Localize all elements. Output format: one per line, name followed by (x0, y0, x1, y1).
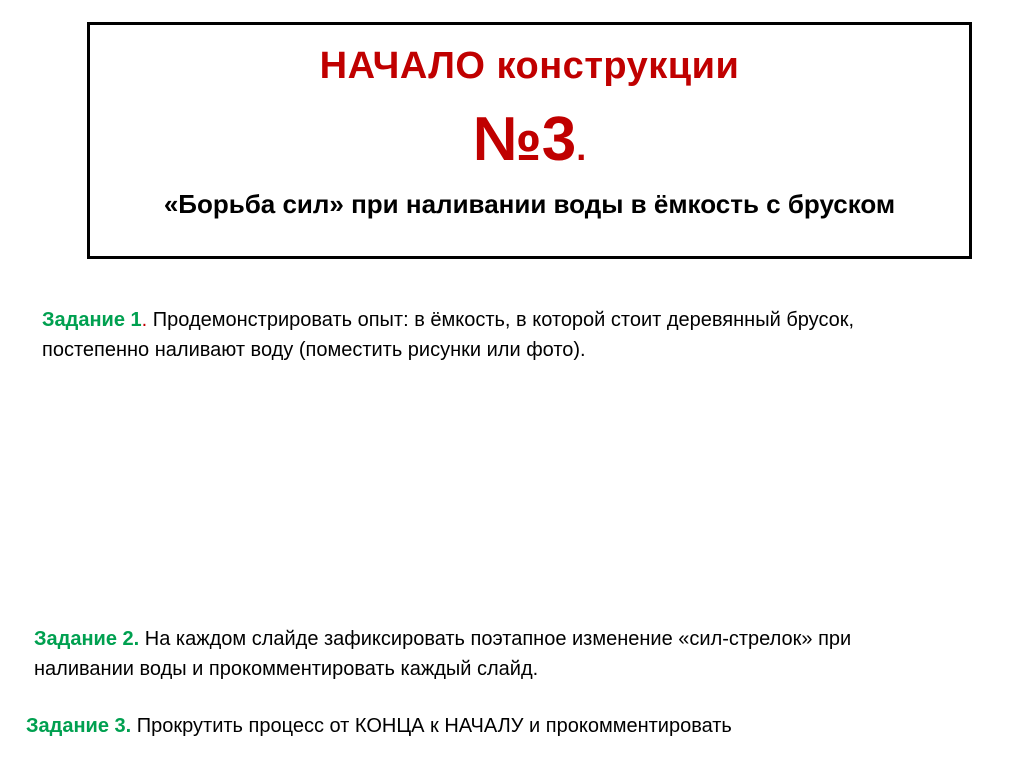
construction-number-value: №3 (472, 105, 577, 174)
title-box (87, 22, 972, 259)
construction-number (90, 105, 969, 174)
task-2-label: Задание 2. (34, 628, 140, 650)
task-1-text: Продемонстрировать опыт: в ёмкость, в которой стоит деревянный брусок, (147, 309, 855, 331)
task-1-text-continued: постепенно наливают воду (поместить рисунки или фото). (42, 339, 586, 361)
construction-number-dot: . (576, 127, 587, 168)
task-2-text: На каждом слайде зафиксировать поэтапное изменение «сил-стрелок» при (139, 628, 852, 650)
task-1-label: Задание 1 (42, 309, 142, 331)
title-subtitle: «Борьба сил» при наливании воды в ёмкость с бруском (163, 189, 896, 219)
task-3-label: Задание 3. (26, 715, 132, 737)
task-3-text: Прокрутить процесс от КОНЦА к НАЧАЛУ и прокомментировать (131, 715, 732, 737)
task-2 (34, 624, 1004, 684)
task-2-text-continued: наливании воды и прокомментировать каждый слайд. (34, 658, 539, 680)
task-1-separator: . (141, 309, 148, 331)
task-1 (42, 305, 1002, 365)
title-heading: НАЧАЛО конструкции (319, 45, 740, 87)
task-3 (26, 711, 996, 741)
